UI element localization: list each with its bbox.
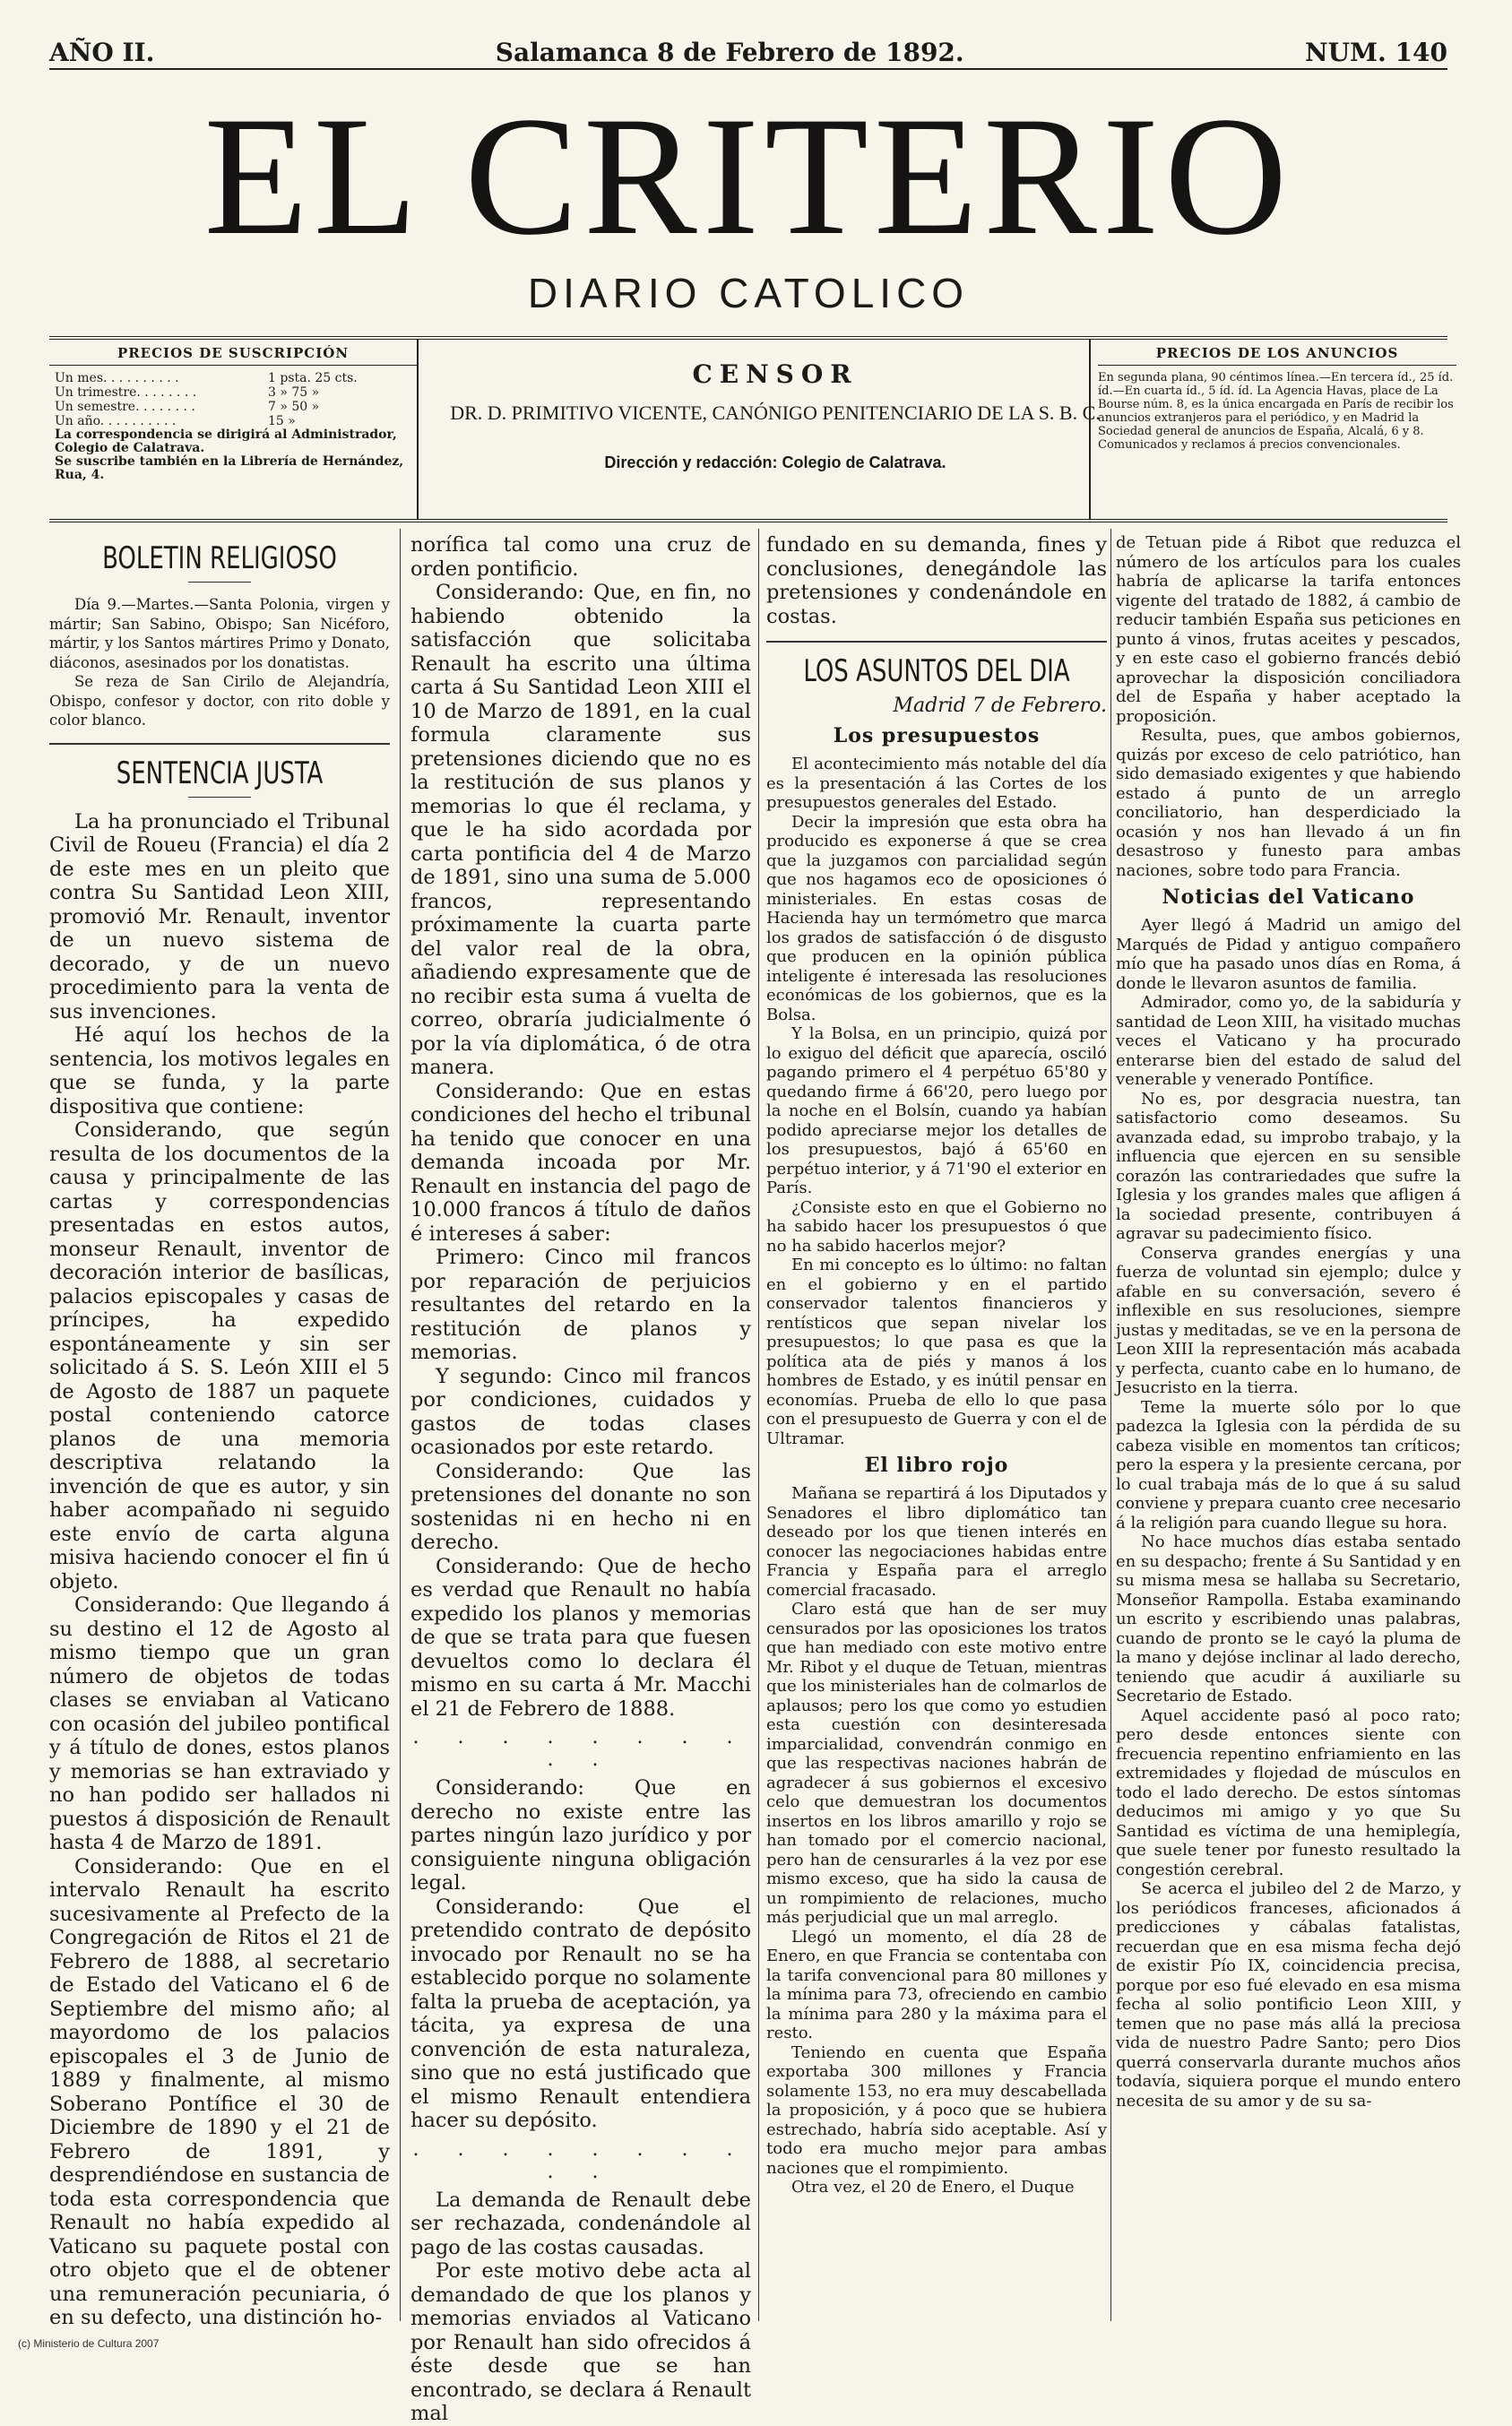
article-paragraph: Y segundo: Cinco mil francos por condiciones, cuidados y gastos de todas clases ocasionados por este retardo. (410, 1364, 751, 1459)
ads-text: En segunda plana, 90 céntimos línea.—En tercera íd., 25 íd. íd.—En cuarta íd., 5 íd. íd. La Agencia Havas, place de La Bourse núm. 8, es la única encargada en París de recibir los anuncios extranjeros para el periódico, y en Madrid la Sociedad general de anuncios de España, Alcalá, 6 y 8. Comunicados y reclamos á precios convencionales. (1098, 371, 1454, 452)
column-2 (410, 533, 751, 2425)
article-paragraph: Primero: Cinco mil francos por reparación de perjuicios resultantes del retardo en la restitución de planos y memorias. (410, 1246, 751, 1364)
issue-number: NUM. 140 (1305, 37, 1447, 67)
article-paragraph: El acontecimiento más notable del día es la presentación á las Cortes de los presupuestos generales del Estado. (766, 755, 1107, 812)
dateline: Madrid 7 de Febrero. (893, 695, 1107, 717)
censor-name: DR. D. PRIMITIVO VICENTE, CANÓNIGO PENITENCIARIO DE LA S. B. C. (450, 401, 1101, 424)
section-title-asuntos: LOS ASUNTOS DEL DIA (803, 653, 1070, 689)
article-paragraph: Aquel accidente pasó al poco rato; pero desde entonces siente con frecuencia repentino enfriamiento en las extremidades y flojedad de músculos en todo el lado derecho. De estos síntomas deducimos mi amigo y yo que Su Santidad es víctima de una hemiplegía, que suele tener por funesto resultado la congestión cerebral. (1116, 1705, 1461, 1879)
article-paragraph: Hé aquí los hechos de la sentencia, los motivos legales en que se funda, y la parte dispositiva que contiene: (49, 1023, 390, 1118)
article-paragraph: Otra vez, el 20 de Enero, el Duque (791, 2178, 1075, 2197)
column-divider (758, 529, 759, 2321)
article-paragraph: En mi concepto es lo último: no faltan en el gobierno y en el partido conservador talentos financieros y rentísticos que sepan nivelar los presupuestos; lo que pasa es que la política ata de piés y manos á los hombres de Estado, y es inútil pensar en economías. Prueba de ello lo que pasa con el presupuesto de Guerra y con el de Ultramar. (766, 1256, 1107, 1448)
subscribe-note: Se suscribe también en la Librería de Hernández, Rua, 4. (55, 454, 404, 482)
title-rule (188, 582, 251, 583)
article-paragraph: Considerando: Que en el intervalo Renault ha escrito sucesivamente al Prefecto de la Congregación de Ritos el 21 de Febrero de 1888, al secretario de Estado del Vaticano el 6 de Septiembre del mismo año; al mayordomo de los palacios episcopales el 3 de Junio de 1889 y finalmente, al mismo Soberano Pontífice el 30 de Diciembre de 1890 y el 21 de Febrero de 1891, y desprendiéndose en sustancia de toda esta correspondencia que Renault no había expedido al Vaticano su paquete postal con otro objeto que el de obtener una remuneración pecuniaria, ó en su defecto, una distinción ho- (49, 1854, 390, 2329)
subheading: Noticias del Vaticano (1162, 885, 1415, 909)
article-paragraph: Día 9.—Martes.—Santa Polonia, virgen y mártir; San Sabino, Obispo; San Nicéforo, mártir, y los Santos mártires Primo y Donato, diáconos, asesinados por los donatistas. (49, 596, 390, 671)
issue-year: AÑO II. (49, 37, 155, 67)
price-label: Un trimestre. . . . . . . . (55, 385, 197, 400)
article-paragraph: La demanda de Renault debe ser rechazada, condenándole al pago de las costas causadas. (410, 2188, 751, 2259)
article-paragraph: Considerando: Que las pretensiones del donante no son sostenidas ni en hecho ni en derecho. (410, 1459, 751, 1554)
article-paragraph: Por este motivo debe acta al demandado de que los planos y memorias enviados al Vaticano por Renault han sido ofrecidos á éste desde que se han encontrado, se declara á Renault mal (410, 2259, 751, 2425)
section-rule (49, 743, 390, 745)
article-paragraph: Resulta, pues, que ambos gobiernos, quizás por exceso de celo patriótico, han sido demasiado exigentes y que habiendo estado á punto de un arreglo conciliatorio, han desperdiciado la ocasión y nos han llevado á un fin desastroso y funesto para ambas naciones, sobre todo para Francia. (1116, 726, 1461, 880)
section-title-sentencia: SENTENCIA JUSTA (116, 755, 324, 791)
censor-box (426, 340, 1125, 519)
article-paragraph: Considerando: Que de hecho es verdad que Renault no había expedido los planos y memorias de que se trata para que fuesen devueltos como lo declara él mismo en su carta á Mr. Macchi el 21 de Febrero de 1888. (410, 1554, 751, 1721)
copyright-credit: (c) Ministerio de Cultura 2007 (18, 2337, 160, 2350)
article-paragraph: Decir la impresión que esta obra ha producido es exponerse á que se crea que la juzgamos con parcialidad según que nos hagamos eco de oposiciones ó ministeriales. En estas cosas de Hacienda hay un termómetro que marca los grados de satisfacción ó de disgusto que producen en la opinión pública inteligente é interesada las resoluciones económicas de los gobiernos, que es la Bolsa. (766, 812, 1107, 1024)
column-1 (49, 533, 390, 2329)
article-paragraph: Mañana se repartirá á los Diputados y Senadores el libro diplomático tan deseado por los que tienen interés en conocer las negociaciones habidas entre Francia y España para el arreglo comercial fracasado. (766, 1484, 1107, 1600)
article-paragraph: Ayer llegó á Madrid un amigo del Marqués de Pidad y antiguo compañero mío que ha pasado unos días en Roma, á donde le llevaron asuntos de familia. (1116, 916, 1461, 993)
article-paragraph: Llegó un momento, el día 28 de Enero, en que Francia se contentaba con la tarifa convencional para 80 millones y la mínima para 73, ofreciendo en cambio la mínima para 280 y la máxima para el resto. (766, 1927, 1107, 2042)
censor-label: CENSOR (692, 359, 859, 389)
article-paragraph: Admirador, como yo, de la sabiduría y santidad de Leon XIII, ha visitado muchas veces el Vaticano y ha procurado enterarse bien del estado de salud del venerable y venerado Pontífice. (1116, 993, 1461, 1089)
article-paragraph: norífica tal como una cruz de orden pontificio. (410, 533, 751, 581)
price-label: Un mes. . . . . . . . . . (55, 371, 179, 385)
article-paragraph: Se acerca el jubileo del 2 de Marzo, y los periódicos franceses, aficionados á predicciones y cábalas fatalistas, recuerdan que en esa misma fecha dejó de existir Pío IX, coincidencia precisa, porque por eso fué elevado en esa misma fecha al solio pontificio Leon XIII, y temen que no pase más allá la preciosa vida de nuestro Padre Santo; pero Dios querrá conservarla durante muchos años todavía, siquiera porque el mundo entero necesita de su amor y de su sa- (1116, 1879, 1461, 2111)
article-paragraph: La ha pronunciado el Tribunal Civil de Roueu (Francia) el día 2 de este mes en un pleito que contra Su Santidad Leon XIII, promovió Mr. Renault, inventor de un nuevo sistema de decorado, y de un nuevo procedimiento para la venta de sus invenciones. (49, 809, 390, 1023)
issue-date: Salamanca 8 de Febrero de 1892. (495, 37, 964, 67)
subscription-prices (49, 340, 419, 519)
article-paragraph: Considerando: Que, en fin, no habiendo obtenido la satisfacción que solicitaba Renault ha escrito una última carta á Su Santidad Leon XIII el 10 de Marzo de 1891, en la cual formula claramente sus pretensiones diciendo que no es la restitución de sus planos y memorias lo que él reclama, y que le ha sido acordada por carta pontificia del 4 de Marzo de 1891, sino una suma de 5.000 francos, representando próximamente la cuarta parte del valor real de la obra, añadiendo expresamente que de no recibir esta suma á vuelta de correo, obraría judicialmente ó por la vía diplomática, ó de otra manera. (410, 581, 751, 1079)
article-paragraph: Considerando: Que en derecho no existe entre las partes ningún lazo jurídico y por consiguiente ninguna obligación legal. (410, 1776, 751, 1895)
article-paragraph: No es, por desgracia nuestra, tan satisfactorio como deseamos. Su avanzada edad, su improbo trabajo, y la influencia que ejercen en su sensible corazón las contrariedades que sufre la Iglesia y los grandes males que afligen á la sociedad presente, contribuyen á agravar su padecimiento físico. (1116, 1089, 1461, 1243)
article-paragraph: Considerando: Que en estas condiciones del hecho el tribunal ha tenido que conocer en una demanda incoada por Mr. Renault en instancia del pago de 10.000 francos á título de daños é intereses á saber: (410, 1079, 751, 1246)
article-paragraph: ¿Consiste esto en que el Gobierno no ha sabido hacer los presupuestos ó que no ha sabido hacerlos mejor? (766, 1197, 1107, 1256)
price-label: Un semestre. . . . . . . . (55, 400, 195, 414)
price-value: 7 » 50 » (268, 400, 320, 414)
direction-address: Dirección y redacción: Colegio de Calatrava. (604, 453, 946, 471)
article-paragraph: de Tetuan pide á Ribot que reduzca el número de los artículos para los cuales habría de aplicarse la tarifa entonces vigente del tratado de 1882, á cambio de reducir también España sus peticiones en punto á vinos, frutas aceites y pescados, y en este caso el gobierno francés debió aprovechar la disposición conciliadora del de España y haber aceptado la proposición. (1116, 533, 1461, 726)
masthead-topline (49, 36, 1447, 70)
price-label: Un año. . . . . . . . . . (55, 414, 177, 428)
ellipsis-row: . . . . . . . . . . (412, 1726, 749, 1771)
ellipsis-row: . . . . . . . . . . (412, 2137, 749, 2183)
article-paragraph: Considerando, que según resulta de los documentos de la causa y principalmente de las cartas y correspondencias presentadas en estos autos, monseur Renault, inventor de decoración interior de basílicas, palacios episcopales y casas de príncipes, ha expedido espontáneamente y sin ser solicitado á S. S. León XIII el 5 de Agosto de 1887 un paquete postal conteniendo catorce planos de una memoria descriptiva relatando la invención de que es autor, y sin haber acompañado ni seguido este envío de carta alguna misiva haciendo conocer el fin ú objeto. (49, 1118, 390, 1593)
ads-heading: PRECIOS DE LOS ANUNCIOS (1098, 345, 1456, 366)
article-paragraph: Considerando: Que llegando á su destino el 12 de Agosto al mismo tiempo que un gran número de objetos de todas clases se enviaban al Vaticano con ocasión del jubileo pontifical y á título de dones, estos planos y memorias se han extraviado y no han podido ser hallados ni puestos á disposición de Renault hasta 4 de Marzo de 1891. (49, 1593, 390, 1854)
subheading: Los presupuestos (833, 724, 1041, 747)
column-divider (1110, 529, 1111, 2321)
correspondence-note: La correspondencia se dirigirá al Administrador, Colegio de Calatrava. (55, 427, 397, 455)
section-title-boletin: BOLETIN RELIGIOSO (102, 540, 337, 576)
article-paragraph: Teniendo en cuenta que España exportaba 300 millones y Francia solamente 153, no era muy descabellada la proposición, y á poco que se hubiera estrechado, habría sido aceptable. Así y todo era mucho mejor para ambas naciones que el rompimiento. (766, 2042, 1107, 2178)
header-info-box (49, 336, 1454, 522)
price-row (49, 371, 417, 385)
price-value: 1 psta. 25 cts. (268, 371, 358, 385)
ad-prices (1089, 340, 1456, 519)
newspaper-title: EL CRITERIO (203, 82, 1293, 271)
article-paragraph: Considerando: Que el pretendido contrato de depósito invocado por Renault no se ha establecido porque no solamente falta la prueba de aceptación, ya tácita, ya expresa de una convención de esta naturaleza, sino que no está justificado que el mismo Renault entendiera hacer su depósito. (410, 1895, 751, 2132)
subheading: El libro rojo (864, 1454, 1009, 1477)
price-row (49, 400, 417, 414)
article-paragraph: Se reza de San Cirilo de Alejandría, Obispo, confesor y doctor, con rito doble y color blanco. (49, 673, 390, 729)
price-row (49, 385, 417, 400)
price-row (49, 414, 417, 428)
column-3 (766, 533, 1107, 2308)
price-value: 3 » 75 » (268, 385, 320, 400)
price-value: 15 » (268, 414, 296, 428)
article-paragraph: Teme la muerte sólo por lo que padezca la Iglesia con la pérdida de su cabeza visible en momentos tan críticos; pero la espera y la presiente cercana, por lo cual trabaja más de lo que á su salud conviene y prepara cuanto cree necesario á la religión para cuando llegue su hora. (1116, 1397, 1461, 1532)
article-paragraph: fundado en su demanda, fines y conclusiones, denegándole las pretensiones y condenándole en costas. (766, 533, 1107, 628)
title-rule (188, 797, 251, 798)
column-4 (1116, 533, 1461, 2308)
column-divider (400, 529, 401, 2321)
section-rule (766, 641, 1107, 643)
subscription-heading: PRECIOS DE SUSCRIPCIÓN (49, 345, 417, 366)
article-paragraph: Conserva grandes energías y una fuerza de voluntad sin ejemplo; dulce y afable en su conversación, severo é inflexible en sus resoluciones, siempre justas y meditadas, se ve en la persona de Leon XIII la representación más acabada y perfecta, cuanto cabe en lo humano, de Jesucristo en la tierra. (1116, 1243, 1461, 1397)
article-paragraph: Y la Bolsa, en un principio, quizá por lo exiguo del déficit que aparecía, osciló pagando primero el 4 perpétuo 65'80 y quedando firme á 66'20, pero luego por la noche en el Bolsín, cuando ya habían podido apreciarse mejor los detalles de los presupuestos, bajó á 65'60 en perpétuo interior, y á 71'90 el exterior en París. (766, 1024, 1107, 1197)
article-paragraph: Claro está que han de ser muy censurados por las oposiciones los tratos que han mediado con este motivo entre Mr. Ribot y el duque de Tetuan, mientras que los ministeriales han de colmarlos de aplausos; pero los que como yo estudien esta cuestión con desinteresada imparcialidad, convendrán conmigo en que las respectivas naciones habrán de agradecer á sus gobiernos el excesivo celo que demuestran los documentos insertos en los libros amarillo y rojo se han tomado por el comercio nacional, pero han de censurarles á la vez por ese mismo exceso, que ha sido la causa de un rompimiento de relaciones, mucho más perjudicial que un mal arreglo. (766, 1600, 1107, 1927)
article-paragraph: No hace muchos días estaba sentado en su despacho; frente á Su Santidad y en su misma mesa se hallaba su Secretario, Monseñor Rampolla. Estaba examinando un escrito y escribiendo unas palabras, cuando de pronto se le cayó la pluma de la mano y dejóse inclinar al lado derecho, teniendo que acudir á auxiliarle su Secretario de Estado. (1116, 1532, 1461, 1705)
newspaper-subtitle: DIARIO CATOLICO (527, 270, 970, 316)
